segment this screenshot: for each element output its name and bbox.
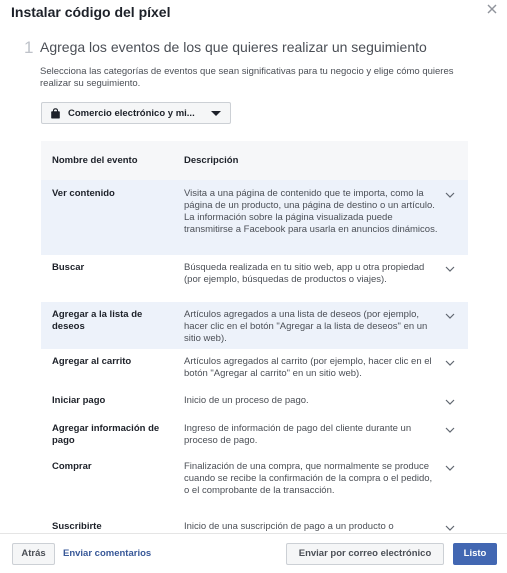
column-header-name: Nombre del evento [52, 155, 138, 166]
chevron-down-icon[interactable] [445, 313, 455, 319]
dropdown-selected-label: Comercio electrónico y mi... [68, 108, 195, 119]
table-row[interactable] [41, 387, 468, 419]
column-header-description: Descripción [184, 155, 239, 166]
chevron-down-icon[interactable] [445, 427, 455, 433]
shopping-bag-icon [50, 108, 61, 119]
chevron-down-icon[interactable] [445, 399, 455, 405]
chevron-down-icon[interactable] [445, 465, 455, 471]
send-feedback-link[interactable]: Enviar comentarios [63, 548, 152, 559]
done-button[interactable]: Listo [453, 543, 497, 565]
event-description: Visita a una página de contenido que te importa, como la página de un producto, una página de destino o un artículo. La información sobre la página visualizada puede transmitirse a Facebook para usarla en anuncios dinámicos. [184, 188, 438, 235]
event-description: Ingreso de información de pago del cliente durante un proceso de pago. [184, 423, 412, 446]
event-name: Agregar a la lista de deseos [52, 309, 143, 332]
event-name: Agregar al carrito [52, 356, 132, 367]
table-row[interactable] [41, 455, 468, 515]
dialog-header [0, 0, 507, 26]
chevron-down-icon[interactable] [445, 192, 455, 198]
chevron-down-icon[interactable] [445, 266, 455, 272]
table-row[interactable] [41, 349, 468, 387]
step-title: Agrega los eventos de los que quieres realizar un seguimiento [40, 39, 427, 55]
table-row[interactable] [41, 419, 468, 455]
chevron-down-icon[interactable] [445, 525, 455, 531]
event-name: Buscar [52, 262, 85, 273]
caret-down-icon [211, 111, 221, 116]
event-name: Comprar [52, 461, 92, 472]
event-name: Suscribirte [52, 521, 102, 532]
table-row[interactable] [41, 255, 468, 302]
event-name: Ver contenido [52, 188, 115, 199]
event-name: Iniciar pago [52, 395, 106, 406]
dialog-title: Instalar código del píxel [11, 4, 171, 20]
event-description: Artículos agregados al carrito (por ejemplo, hacer clic en el botón "Agregar al carrito" en un sitio web). [184, 356, 432, 379]
event-description: Finalización de una compra, que normalmente se produce cuando se recibe la confirmación de la compra o el pedido, o el comprobante de la transacción. [184, 461, 433, 496]
send-email-button[interactable]: Enviar por correo electrónico [286, 543, 444, 565]
event-name: Agregar información de pago [52, 423, 160, 446]
event-description: Artículos agregados a una lista de deseos (por ejemplo, hacer clic en el botón "Agregar a la lista de deseos" en un sitio web). [184, 309, 428, 344]
table-row[interactable] [41, 180, 468, 255]
table-header [41, 141, 468, 180]
dialog-footer [0, 533, 507, 573]
chevron-down-icon[interactable] [445, 360, 455, 366]
back-button[interactable]: Atrás [12, 543, 55, 565]
step-description: Selecciona las categorías de eventos que sean significativas para tu negocio y elige cómo quieres realizar su seguimiento. [40, 66, 454, 89]
step-number: 1 [24, 38, 34, 57]
table-row[interactable] [41, 302, 468, 349]
table-row[interactable] [41, 515, 468, 532]
event-category-dropdown[interactable] [41, 102, 231, 124]
event-description: Inicio de una suscripción de pago a un producto o [184, 521, 394, 532]
events-table [41, 141, 468, 532]
event-description: Inicio de un proceso de pago. [184, 395, 309, 406]
close-icon[interactable] [485, 2, 499, 16]
event-description: Búsqueda realizada en tu sitio web, app u otra propiedad (por ejemplo, búsquedas de productos o viajes). [184, 262, 425, 285]
